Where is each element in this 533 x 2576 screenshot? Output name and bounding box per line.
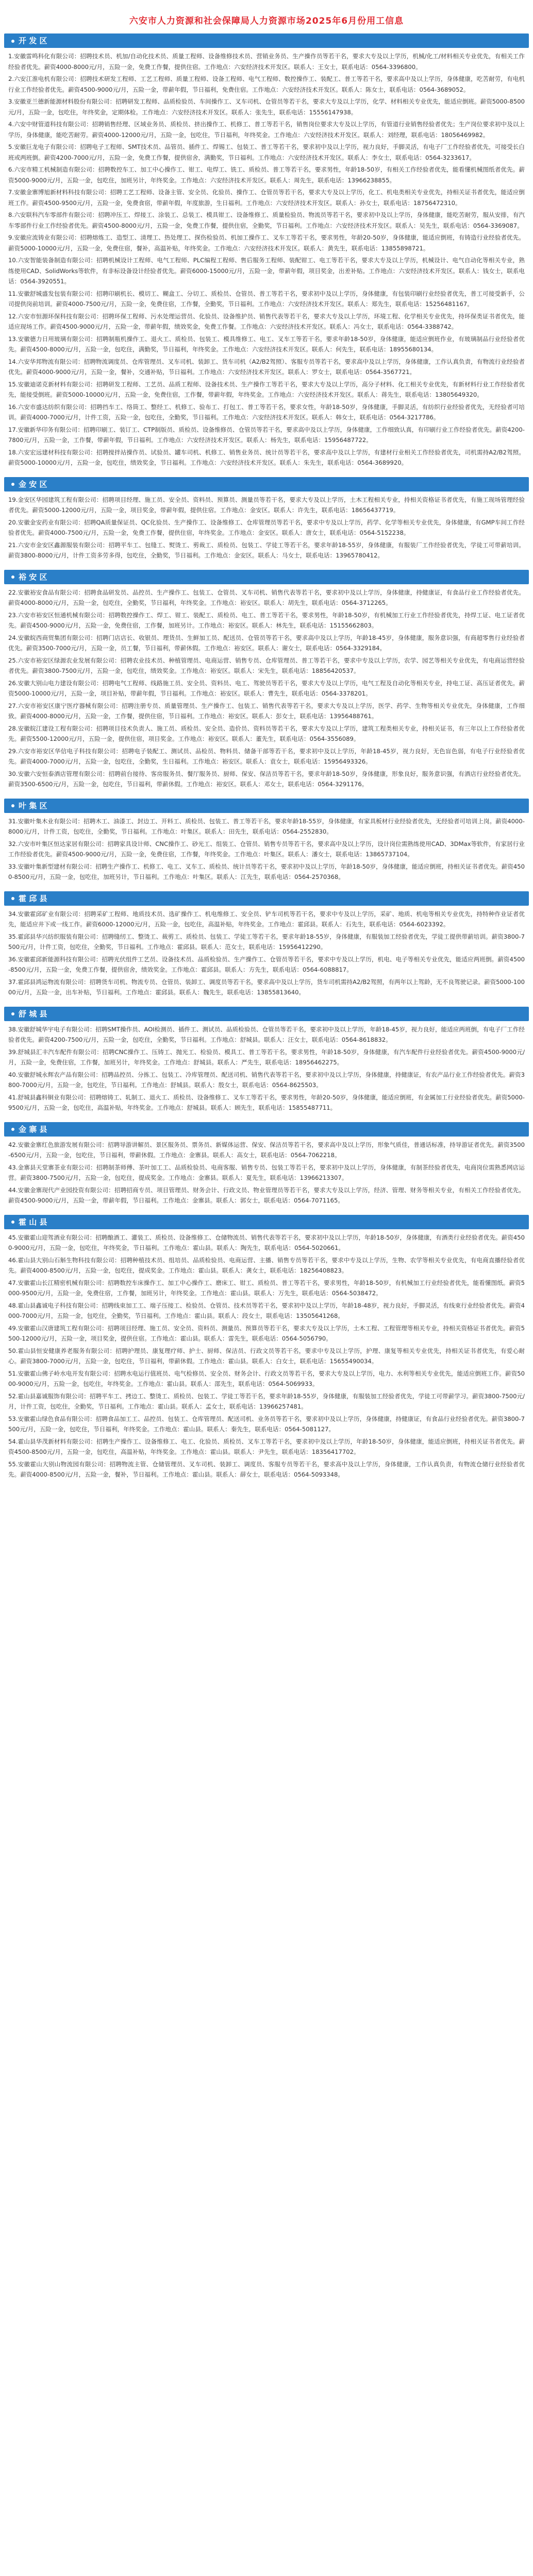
section-heading: [4, 799, 529, 813]
section-heading-text: 霍 山 县: [19, 1217, 47, 1227]
bullet-icon: [11, 1012, 14, 1015]
job-listing: 28.安徽皖江建设工程有限公司：招聘项目技术负责人、施工员、质检员、安全员、造价员、资料员等若干名，要求大专及以上学历，建筑工程类相关专业，持相关证书，有三年以上工作经验者优先。薪资5500-12000元/月，五险一金，提供住宿，项目奖金。工作地点：裕安区。联系人：董先生，联系电话：0564-3556089。: [8, 724, 525, 742]
job-listing: 11.安徽舒城盛发包装有限公司：招聘印刷机长、模切工、糊盒工、分切工、质检员、仓管员、普工等若干名，要求初中及以上学历，身体健康，有包装印刷行业经验者优先，普工可接受新手，公司提供岗前培训。薪资4000-7500元/月，五险一金，免费住宿，工作餐，全勤奖，节日福利。工作地点：六安经济技术开发区。联系人：郑先生，联系电话：15256481167。: [8, 290, 525, 308]
job-listing: 1.安徽雷鸣科化有限公司：招聘技术员、机加/自动化技术员、质量工程师、设备维修技术员、营销业务员、生产操作员等若干名，要求大专及以上学历，机械/化工/材料相关专业优先，有相关工作经验者优先。薪资4000-8000元/月，五险一金，免费工作餐，提供住宿。工作地点：六安经济技术开发区。联系人：王女士，联系电话：0564-3396800。: [8, 53, 525, 71]
district-section: [4, 33, 529, 472]
job-listing: 27.六安市裕安区康宁医疗器械有限公司：招聘注册专员、质量管理员、生产操作工、包装工、销售代表等若干名，要求大专及以上学历，医学、药学、生物等相关专业优先，身体健康，工作细致。薪资4000-8000元/月，五险一金，工作餐，提供住宿，节日福利。工作地点：裕安区。联系人：彭女士，联系电话：13956488761。: [8, 702, 525, 720]
job-listing: 37.霍邱县鸿运物流有限公司：招聘货车司机、物流专员、仓管员、装卸工、调度员等若干名，要求高中及以上学历，货车司机需持A2/B2驾照，有两年以上驾龄，无不良驾驶记录。薪资5000-10000元/月，五险一金，出车补贴，节日福利。工作地点：霍邱县。联系人：魏先生，联系电话：13855813640。: [8, 978, 525, 996]
job-listing: 49.安徽霍山汉唐建筑工程有限公司：招聘项目经理、施工员、安全员、资料员、测量员、预算员等若干名，要求大专及以上学历，土木工程、工程管理等相关专业，持相关资格证书者优先。薪资5500-12000元/月，五险一金，项目奖金，提供住宿。工作地点：霍山县。联系人：雷先生，联系电话：0564-5056790。: [8, 1324, 525, 1342]
section-heading-text: 叶 集 区: [19, 801, 47, 810]
job-listing: 15.安徽迪诺克新材料有限公司：招聘研发工程师、工艺员、品质工程师、设备技术员、生产操作工等若干名，要求大专及以上学历，高分子材料、化工相关专业优先，有新材料行业工作经验者优先，能接受倒班。薪资5000-10000元/月，五险一金，免费住宿，工作餐，带薪年假，年终奖金。工作地点：六安经济技术开发区。联系人：蒋先生，联系电话：13805649320。: [8, 380, 525, 398]
job-listing: 9.安徽应流铸业有限公司：招聘熔炼工、造型工、清理工、热处理工、探伤检验员、机加工操作工、叉车工等若干名，要求男性，年龄20-50岁，身体健康，能适应倒班，有铸造行业经验者优先。薪资5000-10000元/月，五险一金，免费住宿，餐补，高温补贴，年终奖金。工作地点：六安经济技术开发区。联系人：黄先生，联系电话：13855898721。: [8, 234, 525, 252]
district-section: [4, 1007, 529, 1117]
job-listing: 16.六安市盛达纺织有限公司：招聘挡车工、络筒工、整经工、机修工、验布工、打包工、普工等若干名，要求女性，年龄18-50岁，身体健康，手脚灵活，有纺织行业经验者优先，无经验者可培训。薪资4000-7000元/月，计件工资，五险一金，包吃住，全勤奖，节日福利。工作地点：六安经济技术开发区。联系人：韩女士，联系电话：0564-3217786。: [8, 403, 525, 421]
job-listing: 18.六安宏远建材科技有限公司：招聘搅拌站操作员、试验员、罐车司机、机修工、销售业务员、统计员等若干名，要求高中及以上学历，有建材行业相关工作经验者优先，司机需持A2/B2驾照。薪资5000-10000元/月，五险一金，包吃住，绩效奖金，节日福利。工作地点：六安经济技术开发区。联系人：朱先生，联系电话：0564-3689920。: [8, 448, 525, 466]
bullet-icon: [11, 897, 14, 900]
job-listing: 52.霍山县嘉诚服饰有限公司：招聘平车工、拷边工、整烫工、质检员、包装工、学徒工等若干名，要求年龄18-55岁，身体健康，有服装加工经验者优先，学徒工可带薪学习。薪资3800-7500元/月，计件工资，包吃住，全勤奖，节日福利。工作地点：霍山县。联系人：孟女士，联系电话：13966257481。: [8, 1392, 525, 1410]
job-listing: 8.六安联科汽车零部件有限公司：招聘冲压工、焊接工、涂装工、总装工、模具钳工、设备维修工、质量检验员、物流员等若干名，要求初中及以上学历，身体健康，能吃苦耐劳，服从安排，有汽车零部件行业工作经验者优先。薪资4500-8000元/月，五险一金，免费工作餐，提供住宿，全勤奖，节日福利。工作地点：六安经济技术开发区。联系人：吴先生，联系电话：0564-3369087。: [8, 211, 525, 229]
job-listing: 5.安徽巨龙电子有限公司：招聘电子工程师、SMT技术员、品管员、插件工、焊锡工、包装工、普工等若干名，要求初中及以上学历，视力良好，手脚灵活，有电子厂工作经验者优先，可接受长白班或两班倒。薪资4200-7000元/月，五险一金，免费工作餐，提供宿舍，满勤奖，节日福利。工作地点：六安经济技术开发区。联系人：李女士，联系电话：0564-3233617。: [8, 143, 525, 161]
job-listing: 38.安徽舒城华宇电子有限公司：招聘SMT操作员、AOI检测员、插件工、测试员、品质检验员、仓管员等若干名，要求初中及以上学历，年龄18-45岁，视力良好，能适应两班倒，有电子厂工作经验者优先。薪资4200-7500元/月，五险一金，包吃住，全勤奖，节日福利。工作地点：舒城县。联系人：汪女士，联系电话：0564-8618832。: [8, 1025, 525, 1043]
section-heading: [4, 477, 529, 492]
district-section: [4, 1215, 529, 1484]
job-listing: 13.安徽德力日用玻璃有限公司：招聘制瓶机操作工、退火工、质检员、包装工、模具维修工、电工、叉车工等若干名，要求年龄18-50岁，身体健康，能适应倒班作业，有玻璃制品行业经验者优先。薪资4500-8000元/月，五险一金，包吃住，满勤奖，节日福利，年终奖金。工作地点：六安经济技术开发区。联系人：何先生，联系电话：18955680134。: [8, 335, 525, 353]
job-listing: 34.安徽霍邱矿业有限公司：招聘采矿工程师、地质技术员、选矿操作工、机电维修工、安全员、铲车司机等若干名，要求中专及以上学历，采矿、地质、机电等相关专业优先，持特种作业证者优先，能适应井下或一线工作。薪资6000-12000元/月，五险一金，包吃住，高温补贴，年终奖金。工作地点：霍邱县。联系人：石先生，联系电话：0564-6023392。: [8, 910, 525, 928]
section-heading: [4, 1215, 529, 1229]
job-listing: 3.安徽亚兰德新能源材料股份有限公司：招聘研发工程师、品质检验员、车间操作工、叉车司机、仓管员等若干名，要求大专及以上学历，化学、材料相关专业优先，能适应倒班。薪资5000-8500元/月，五险一金，包吃住，年终奖金，定期体检。工作地点：六安经济技术开发区。联系人：张先生，联系电话：15556147938。: [8, 98, 525, 116]
job-listing: 32.六安市叶集区恒达家居有限公司：招聘家具设计师、CNC操作工、砂光工、组装工、仓管员、销售专员等若干名，要求高中及以上学历，设计岗位需熟练使用CAD、3DMax等软件，有家居行业工作经验者优先。薪资4500-9000元/月，五险一金，免费住宿，工作餐，年终奖金。工作地点：叶集区。联系人：潘女士，联系电话：13865737104。: [8, 840, 525, 858]
bullet-icon: [11, 1128, 14, 1131]
job-listing: 36.安徽霍邱新能源科技有限公司：招聘光伏组件工艺员、设备技术员、品质检验员、生产操作工、仓管员等若干名，要求中专及以上学历，机电、电子等相关专业优先，能适应两班倒。薪资4500-8500元/月，五险一金，免费工作餐，提供宿舍，绩效奖金。工作地点：霍邱县。联系人：方先生，联系电话：0564-6088817。: [8, 955, 525, 973]
job-listing: 24.安徽皖西商贸集团有限公司：招聘门店店长、收银员、理货员、生鲜加工员、配送员、仓管员等若干名，要求高中及以上学历，年龄18-45岁，身体健康，服务意识强，有商超零售行业经验者优先。薪资3500-7000元/月，五险一金，员工餐，节日福利，带薪休假。工作地点：裕安区。联系人：谢女士，联系电话：0564-3329184。: [8, 634, 525, 652]
section-heading: [4, 891, 529, 906]
section-heading-text: 舒 城 县: [19, 1009, 47, 1019]
job-listing: 31.安徽叶集木业有限公司：招聘木工、油漆工、封边工、开料工、质检员、包装工、普工等若干名，要求年龄18-55岁，身体健康，有家具板材行业经验者优先，无经验者可培训上岗。薪资4000-8000元/月，计件工资，包吃住，全勤奖，节日福利。工作地点：叶集区。联系人：田先生，联系电话：0564-2552830。: [8, 817, 525, 835]
section-body: [4, 48, 529, 472]
job-listing: 30.安徽六安恒泰酒店管理有限公司：招聘前台接待、客房服务员、餐厅服务员、厨师、保安、保洁员等若干名，要求年龄18-50岁，身体健康，形象良好，服务意识强，有酒店行业经验者优先。薪资3500-6500元/月，五险一金，包吃住，节日福利，带薪休假。工作地点：裕安区。联系人：邓女士，联系电话：0564-3291176。: [8, 770, 525, 788]
job-listing: 21.六安市金安区鑫源服装有限公司：招聘平车工、包缝工、熨烫工、剪裁工、质检员、包装工、学徒工等若干名，要求年龄18-55岁，身体健康，有服装厂工作经验者优先，学徒工可带薪培训。薪资3800-8000元/月，计件工资多劳多得，包吃住，全勤奖，节日福利。工作地点：金安区。联系人：马女士，联系电话：13965780412。: [8, 541, 525, 559]
section-body: [4, 813, 529, 886]
job-listing: 25.六安市裕安区绿源农业发展有限公司：招聘农业技术员、种植管理员、电商运营、销售专员、仓库管理员、普工等若干名，要求中专及以上学历，农学、园艺等相关专业优先，有电商运营经验者优先。薪资3800-7500元/月，五险一金，包吃住，绩效奖金。工作地点：裕安区。联系人：宋先生，联系电话：18856420537。: [8, 656, 525, 674]
job-listing: 35.霍邱县华兴纺织服装有限公司：招聘缝纫工、整烫工、裁剪工、质检员、包装工、学徒工等若干名，要求年龄18-55岁，身体健康，有服装加工经验者优先，学徒工提供带薪培训。薪资3800-7500元/月，计件工资，包吃住，全勤奖，节日福利。工作地点：霍邱县。联系人：范女士，联系电话：15956412290。: [8, 933, 525, 951]
job-listing: 33.安徽叶集新型建材有限公司：招聘生产操作工、机修工、电工、叉车工、质检员、统计员等若干名，要求初中及以上学历，年龄18-50岁，身体健康，能适应倒班，持相关证书者优先。薪资4500-8500元/月，五险一金，包吃住，加班另计，节日福利。工作地点：叶集区。联系人：江先生，联系电话：0564-2570368。: [8, 862, 525, 880]
job-listing: 44.安徽金寨现代产业园投资有限公司：招聘招商专员、项目管理员、财务会计、行政文员、物业管理员等若干名，要求大专及以上学历，经济、管理、财务等相关专业，有相关工作经验者优先。薪资4500-9000元/月，五险一金，带薪年假，节日福利。工作地点：金寨县。联系人：郭女士，联系电话：0564-7071165。: [8, 1186, 525, 1204]
job-listing: 48.霍山县鑫诚电子科技有限公司：招聘线束加工工、端子压接工、检验员、仓管员、技术员等若干名，要求初中及以上学历，年龄18-48岁，视力良好，手脚灵活，有线束行业经验者优先。薪资4000-7000元/月，五险一金，包吃住，全勤奖，节日福利。工作地点：霍山县。联系人：段女士，联系电话：13505641268。: [8, 1301, 525, 1319]
job-listing: 54.霍山县华茂新材料有限公司：招聘生产操作工、设备维修工、电工、化验员、质检员、叉车工等若干名，要求初中及以上学历，年龄18-50岁，身体健康，能适应倒班，持相关证书者优先。薪资4500-8500元/月，五险一金，包吃住，高温补贴，年终奖金。工作地点：霍山县。联系人：尹先生，联系电话：18356417702。: [8, 1437, 525, 1455]
job-listing: 19.金安区华园建筑工程有限公司：招聘项目经理、施工员、安全员、资料员、预算员、测量员等若干名，要求大专及以上学历，土木工程相关专业，持相关资格证书者优先，有施工现场管理经验者优先。薪资5000-12000元/月，五险一金，项目奖金，带薪年假，提供住宿。工作地点：金安区。联系人：许先生，联系电话：18656437719。: [8, 496, 525, 514]
section-body: [4, 1229, 529, 1484]
bullet-icon: [11, 804, 14, 807]
document-title: 六安市人力资源和社会保障局人力资源市场2025年6月份用工信息: [129, 16, 404, 26]
job-listing: 29.六安市裕安区华信电子科技有限公司：招聘电子装配工、测试员、品检员、物料员、储备干部等若干名，要求初中及以上学历，年龄18-45岁，视力良好，无色盲色弱，有电子行业经验者优先。薪资4000-7000元/月，五险一金，包吃住，全勤奖，生日福利。工作地点：裕安区。联系人：袁女士，联系电话：15956493326。: [8, 747, 525, 765]
section-body: [4, 492, 529, 565]
section-body: [4, 584, 529, 793]
job-listing: 46.霍山县大别山石斛生物科技有限公司：招聘种植技术员、组培员、品质检验员、电商运营、主播、销售专员等若干名，要求中专及以上学历，生物、农学等相关专业优先，有电商直播经验者优先。薪资4000-8500元/月，五险一金，包吃住，提成奖金。工作地点：霍山县。联系人：龚女士，联系电话：18256408823。: [8, 1256, 525, 1274]
job-listing: 12.六安市恒源环保科技有限公司：招聘环保工程师、污水处理运营员、化验员、设备维护员、销售代表等若干名，要求大专及以上学历，环境工程、化学相关专业优先，持环保类证书者优先，能适应现场工作。薪资4500-9000元/月，五险一金，带薪年假，绩效奖金，免费工作餐。工作地点：六安经济技术开发区。联系人：冯女士，联系电话：0564-3388742。: [8, 312, 525, 330]
job-listing: 50.霍山县恒安健康养老服务有限公司：招聘护理员、康复理疗师、护士、厨师、保洁员、行政文员等若干名，要求中专及以上学历，护理、康复等相关专业优先，持相关证书者优先，有爱心耐心。薪资3800-7000元/月，五险一金，包吃住，节日福利，带薪休假。工作地点：霍山县。联系人：白女士，联系电话：15655490034。: [8, 1347, 525, 1365]
job-listing: 47.安徽霍山长江精密机械有限公司：招聘数控车床操作工、加工中心操作工、磨床工、钳工、质检员、普工等若干名，要求男性，年龄18-50岁，有机械加工行业经验者优先，能看懂图纸。薪资5000-9500元/月，五险一金，免费住宿，工作餐，加班另计，年终奖金。工作地点：霍山县。联系人：万先生，联系电话：0564-5038472。: [8, 1279, 525, 1297]
job-listing: 51.安徽霍山佛子岭水电开发有限公司：招聘水电运行值班员、电气检修员、安全员、财务会计、行政文员等若干名，要求大专及以上学历，电力、水利等相关专业优先，能适应倒班工作。薪资5000-9000元/月，五险一金，包吃住，年终奖金。工作地点：霍山县。联系人：邵先生，联系电话：0564-5069933。: [8, 1369, 525, 1387]
job-listing: 26.安徽大别山电力建设有限公司：招聘电气工程师、线路施工员、安全员、资料员、电工、驾驶员等若干名，要求大专及以上学历，电气工程及自动化等相关专业，持电工证、高压证者优先。薪资5000-10000元/月，五险一金，项目补贴，带薪年假，节日福利。工作地点：裕安区。联系人：曹先生，联系电话：0564-3378201。: [8, 679, 525, 697]
section-heading-text: 霍 邱 县: [19, 893, 47, 903]
section-body: [4, 1137, 529, 1210]
section-body: [4, 906, 529, 1002]
section-body: [4, 1021, 529, 1117]
section-heading-text: 金 寨 县: [19, 1124, 47, 1134]
section-heading-text: 金 安 区: [19, 479, 47, 489]
job-listing: 2.六安江淮电机有限公司：招聘技术研发工程师、工艺工程师、质量工程师、设备工程师、电气工程师、数控操作工、装配工、普工等若干名，要求高中及以上学历，身体健康，吃苦耐劳，有电机行业工作经验者优先。薪资4500-9000元/月，五险一金，带薪年假，节日福利，免费住宿。工作地点：六安经济技术开发区。联系人：陈女士，联系电话：0564-3689052。: [8, 75, 525, 93]
job-listing: 53.安徽霍山绿色食品有限公司：招聘食品加工工、品控员、包装工、仓库管理员、配送司机、业务员等若干名，要求初中及以上学历，身体健康，持健康证，有食品行业经验者优先。薪资3800-7500元/月，五险一金，包吃住，节日福利，年终奖金。工作地点：霍山县。联系人：秦先生，联系电话：0564-5081127。: [8, 1415, 525, 1433]
job-listing: 43.金寨县天堂寨茶业有限公司：招聘制茶师傅、茶叶加工工、品质检验员、电商客服、销售专员、包装工等若干名，要求初中及以上学历，身体健康，有制茶经验者优先，电商岗位需熟悉网店运营。薪资3800-7500元/月，五险一金，包吃住，提成奖金。工作地点：金寨县。联系人：夏先生，联系电话：13966213307。: [8, 1163, 525, 1181]
job-listing: 55.安徽霍山大别山物流园有限公司：招聘物流主管、仓储管理员、叉车司机、装卸工、调度员、客服专员等若干名，要求高中及以上学历，身体健康，工作认真负责，有物流仓储行业经验者优先。薪资4000-8500元/月，五险一金，餐补，节日福利。工作地点：霍山县。联系人：薛女士，联系电话：0564-5093348。: [8, 1460, 525, 1478]
district-section: [4, 1122, 529, 1210]
sections-container: [0, 33, 533, 1484]
job-listing: 45.安徽霍山迎驾酒业有限公司：招聘酿酒工、灌装工、质检员、设备维修工、仓储物流员、销售代表等若干名，要求初中及以上学历，年龄18-50岁，身体健康，有酒类行业经验者优先。薪资4500-9000元/月，五险一金，包吃住，年终奖金，节日福利。工作地点：霍山县。联系人：陶先生，联系电话：0564-5020661。: [8, 1233, 525, 1251]
district-section: [4, 891, 529, 1002]
job-listing: 20.安徽金安药业有限公司：招聘QA质量保证员、QC化验员、生产操作工、设备维修工、仓库管理员等若干名，要求中专及以上学历，药学、化学等相关专业优先，身体健康，有GMP车间工作经验者优先。薪资4000-7500元/月，五险一金，免费工作餐，提供住宿，年终奖金。工作地点：金安区。联系人：唐女士，联系电话：0564-5152238。: [8, 518, 525, 536]
section-heading: [4, 570, 529, 584]
district-section: [4, 570, 529, 793]
section-heading-text: 裕 安 区: [19, 572, 47, 582]
bullet-icon: [11, 483, 14, 486]
bullet-icon: [11, 1221, 14, 1224]
job-listing: 40.安徽舒城永辉农产品有限公司：招聘品控员、分拣工、包装工、冷库管理员、配送司机、销售代表等若干名，要求初中及以上学历，身体健康，持健康证，有农产品行业工作经验者优先。薪资3800-7000元/月，五险一金，包吃住，节日福利。工作地点：舒城县。联系人：殷女士，联系电话：0564-8625503。: [8, 1071, 525, 1089]
job-listing: 22.安徽裕安食品有限公司：招聘食品研发员、品控员、生产操作工、包装工、仓管员、叉车司机、销售代表等若干名，要求初中及以上学历，身体健康，持健康证，有食品行业工作经验者优先。薪资4000-8000元/月，五险一金，包吃住，全勤奖，节日福利，年终奖金。工作地点：裕安区。联系人：胡先生，联系电话：0564-3712265。: [8, 588, 525, 606]
job-listing: 42.安徽金寨红色旅游发展有限公司：招聘导游讲解员、景区服务员、票务员、新媒体运营、保安、保洁员等若干名，要求高中及以上学历，形象气质佳，普通话标准，持导游证者优先。薪资3500-6500元/月，五险一金，包吃住，节日福利，带薪休假。工作地点：金寨县。联系人：高女士，联系电话：0564-7062218。: [8, 1141, 525, 1159]
job-listing: 10.六安智能装备制造有限公司：招聘机械设计工程师、电气工程师、PLC编程工程师、售后服务工程师、装配钳工、电工等若干名，要求大专及以上学历，机械设计、电气自动化等相关专业，熟练使用CAD、SolidWorks等软件，有非标设备设计经验者优先。薪资6000-15000元/月，五险一金，带薪年假，项目奖金，出差补贴。工作地点：六安经济技术开发区。联系人：钱女士，联系电话：0564-3920551。: [8, 257, 525, 285]
job-listing: 17.安徽新华印务有限公司：招聘印刷工、装订工、CTP制版员、质检员、设备维修员、仓管员等若干名，要求高中及以上学历，身体健康，工作细致认真，有印刷行业工作经验者优先。薪资4200-7800元/月，五险一金，工作餐，带薪年假，节日福利。工作地点：六安经济技术开发区。联系人：杨先生，联系电话：15956487722。: [8, 426, 525, 444]
section-heading: [4, 33, 529, 48]
section-heading-text: 开 发 区: [19, 36, 47, 45]
job-listing: 14.六安华邦物流有限公司：招聘物流调度员、仓库管理员、叉车司机、装卸工、货车司机（A2/B2驾照）、客服专员等若干名，要求高中及以上学历，身体健康，工作认真负责，有物流行业经验者优先。薪资4000-9000元/月，五险一金，餐补，交通补贴，节日福利。工作地点：六安经济技术开发区。联系人：罗女士，联系电话：0564-3567721。: [8, 358, 525, 376]
job-listing: 7.安徽金寨博旭新材料科技有限公司：招聘工艺工程师、设备主管、安全员、化验员、操作工、仓管员等若干名，要求大专及以上学历，化工、机电类相关专业优先，持相关证书者优先，能适应倒班工作。薪资4500-9500元/月，五险一金，免费食宿，带薪年假，年度旅游，生日福利。工作地点：六安经济技术开发区。联系人：孙女士，联系电话：18756472310。: [8, 189, 525, 207]
bullet-icon: [11, 40, 14, 43]
district-section: [4, 477, 529, 565]
section-heading: [4, 1007, 529, 1021]
job-listing: 6.六安市精工机械制造有限公司：招聘数控车工、加工中心操作工、钳工、电焊工、铣工、质检员、普工等若干名，要求男性，年龄18-50岁，有相关工作经验者优先，能看懂机械图纸者优先。薪资5000-9000元/月，五险一金，包吃住，加班另计，年终奖金。工作地点：六安经济技术开发区。联系人：周先生，联系电话：13966238855。: [8, 166, 525, 184]
job-listing: 39.舒城县汇丰汽车配件有限公司：招聘CNC操作工、压铸工、抛光工、检验员、模具工、普工等若干名，要求男性，年龄18-50岁，身体健康，有汽车配件行业经验者优先。薪资4500-9000元/月，五险一金，免费住宿，工作餐，加班另计，年终奖金。工作地点：舒城县。联系人：严先生，联系电话：18956462275。: [8, 1048, 525, 1066]
job-listing: 4.六安中财管道科技有限公司：招聘销售经理、区域业务员、质检员、挤出操作工、机修工、普工等若干名，销售岗位要求大专及以上学历，有管道行业销售经验者优先；生产岗位要求初中及以上学历，身体健康，能吃苦耐劳。薪资4000-12000元/月，五险一金，包吃住，节日福利，年终奖金。工作地点：六安经济技术开发区。联系人：刘经理，联系电话：18056469982。: [8, 121, 525, 139]
bullet-icon: [11, 575, 14, 579]
section-heading: [4, 1122, 529, 1137]
job-listing: 41.舒城县鑫科铜业有限公司：招聘熔铸工、轧制工、退火工、质检员、设备维修工、叉车工等若干名，要求男性，年龄20-50岁，身体健康，能适应倒班，有金属加工行业经验者优先。薪资5000-9500元/月，五险一金，包吃住，高温补贴，年终奖金。工作地点：舒城县。联系人：顾先生，联系电话：15855487711。: [8, 1093, 525, 1111]
job-listing: 23.六安市裕安区恒通机械有限公司：招聘数控操作工、焊工、钳工、装配工、质检员、电工、普工等若干名，要求男性，年龄18-50岁，有机械加工行业工作经验者优先，持焊工证、电工证者优先。薪资4500-9000元/月，五险一金，免费住宿，工作餐，加班另计。工作地点：裕安区。联系人：林先生，联系电话：15155662803。: [8, 611, 525, 629]
district-section: [4, 799, 529, 886]
